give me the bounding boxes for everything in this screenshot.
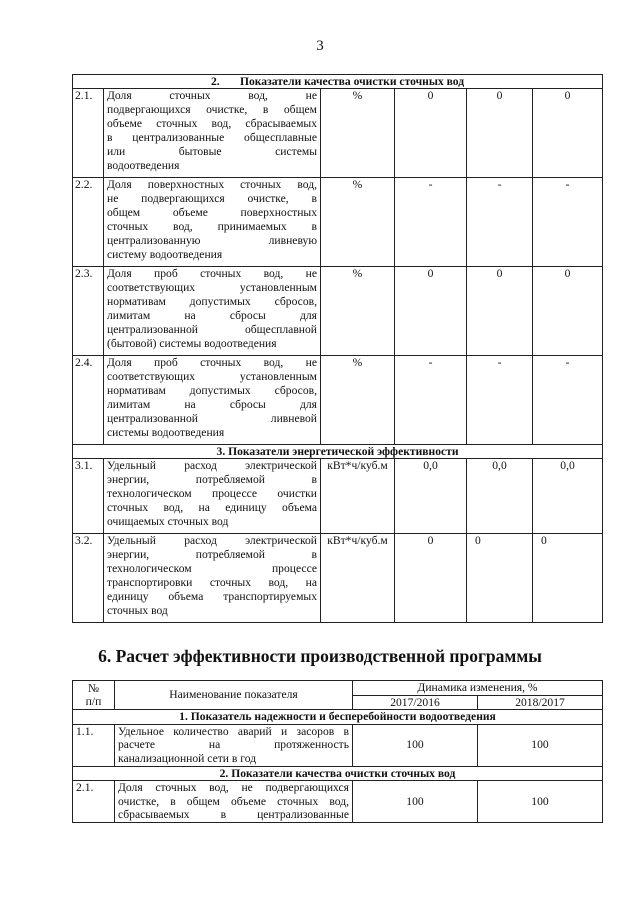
row-value: 0 — [533, 267, 603, 356]
desc-line: очищаемых сточных вод — [107, 515, 229, 529]
desc-line: не подвергающихся очистке, в — [107, 192, 317, 206]
row-value: 0 — [395, 267, 467, 356]
desc-line: системы водоотведения — [107, 426, 225, 440]
row-description — [115, 724, 353, 766]
row-value: 0 — [395, 534, 467, 623]
row-number: 2.2. — [73, 178, 104, 267]
header-num-line: № — [87, 681, 100, 695]
row-number: 2.1. — [73, 89, 104, 178]
table-row — [73, 459, 603, 534]
table-row — [73, 724, 603, 766]
desc-line: Доля поверхностных сточных вод, — [107, 178, 317, 191]
row-value: 0,0 — [395, 459, 467, 534]
desc-line: соответствующих установленным — [107, 281, 317, 295]
desc-line: сточных вод — [107, 604, 168, 618]
row-unit: % — [321, 267, 395, 356]
desc-line: нормативам допустимых сбросов, — [107, 295, 317, 309]
header-year-1: 2017/2016 — [353, 695, 478, 710]
row-number: 3.1. — [73, 459, 104, 534]
desc-line: сточных вод, на единицу объема — [107, 501, 317, 515]
desc-line: энергии, потребляемой в — [107, 548, 317, 562]
row-value: 100 — [353, 781, 478, 823]
efficiency-table — [72, 680, 603, 823]
desc-line: транспортировки сточных вод, на — [107, 576, 317, 590]
desc-line: централизованной общесплавной — [107, 323, 317, 337]
row-value: 0,0 — [467, 459, 533, 534]
header-num — [73, 681, 115, 710]
row-number: 2.4. — [73, 356, 104, 445]
desc-line: расчете на протяженность — [118, 738, 349, 752]
quality-indicators-table — [72, 74, 603, 623]
row-unit: % — [321, 178, 395, 267]
row-value: 0 — [533, 89, 603, 178]
row-number: 3.2. — [73, 534, 104, 623]
row-description — [115, 781, 353, 823]
row-unit: % — [321, 356, 395, 445]
row-value: - — [395, 356, 467, 445]
table-row — [73, 178, 603, 267]
desc-line: Доля сточных вод, не подвергающихся — [118, 781, 349, 795]
row-description — [104, 89, 321, 178]
section-2-title: 2. Показатели качества очистки сточных вод — [73, 75, 603, 89]
desc-line: систему водоотведения — [107, 248, 223, 262]
section-6-heading: 6. Расчет эффективности производственной программы — [98, 646, 542, 666]
row-value: 0 — [467, 267, 533, 356]
row-value: 0,0 — [533, 459, 603, 534]
section-3-title: 3. Показатели энергетической эффективности — [73, 445, 603, 459]
row-description — [104, 178, 321, 267]
table-row — [73, 89, 603, 178]
desc-line: водоотведения — [107, 159, 180, 173]
desc-line: Доля сточных вод, не — [107, 89, 317, 102]
header-year-2: 2018/2017 — [478, 695, 603, 710]
desc-line: объеме сточных вод, сбрасываемых — [107, 117, 317, 131]
desc-line: или бытовые системы — [107, 145, 317, 159]
desc-line: сточных вод, принимаемых в — [107, 220, 317, 234]
desc-line: Удельный расход электрической — [107, 534, 317, 547]
row-description — [104, 356, 321, 445]
desc-line: лимитам на сбросы для — [107, 309, 317, 323]
row-value: - — [467, 356, 533, 445]
desc-line: общем объеме поверхностных — [107, 206, 317, 220]
desc-line: энергии, потребляемой в — [107, 473, 317, 487]
desc-line: Удельное количество аварий и засоров в — [118, 724, 349, 738]
desc-line: канализационной сети в год — [118, 751, 257, 765]
row-number: 2.3. — [73, 267, 104, 356]
header-num-line: п/п — [85, 695, 102, 709]
section-1-title: 1. Показатель надежности и бесперебойности водоотведения — [73, 710, 603, 725]
desc-line: очистке, в общем объеме сточных вод, — [118, 794, 349, 808]
row-value: 0 — [395, 89, 467, 178]
table-row — [73, 267, 603, 356]
row-value: 0 — [533, 534, 603, 623]
row-unit: % — [321, 89, 395, 178]
desc-line: нормативам допустимых сбросов, — [107, 384, 317, 398]
desc-line: сбрасываемых в централизованные — [118, 808, 349, 822]
desc-line: технологическом процессе — [107, 562, 317, 576]
table-row — [73, 534, 603, 623]
row-description — [104, 267, 321, 356]
header-dynamics: Динамика изменения, % — [353, 681, 603, 696]
row-unit: кВт*ч/куб.м — [321, 459, 395, 534]
row-value: 0 — [467, 89, 533, 178]
row-description — [104, 534, 321, 623]
row-value: 100 — [478, 781, 603, 823]
desc-line: соответствующих установленным — [107, 370, 317, 384]
page-number: 3 — [316, 38, 324, 54]
desc-line: единицу объема транспортируемых — [107, 590, 317, 604]
desc-line: подвергающихся очистке, в общем — [107, 103, 317, 117]
desc-line: централизованную ливневую — [107, 234, 317, 248]
row-unit: кВт*ч/куб.м — [321, 534, 395, 623]
table-row — [73, 356, 603, 445]
desc-line: лимитам на сбросы для — [107, 398, 317, 412]
row-description — [104, 459, 321, 534]
row-value: - — [533, 178, 603, 267]
desc-line: централизованной ливневой — [107, 412, 317, 426]
row-value: - — [467, 178, 533, 267]
desc-line: технологическом процессе очистки — [107, 487, 317, 501]
desc-line: (бытовой) системы водоотведения — [107, 337, 277, 351]
section-2-title: 2. Показатели качества очистки сточных вод — [73, 766, 603, 781]
row-number: 1.1. — [73, 724, 115, 766]
desc-line: Доля проб сточных вод, не — [107, 267, 317, 280]
table-row — [73, 781, 603, 823]
header-name: Наименование показателя — [115, 681, 353, 710]
row-value: - — [395, 178, 467, 267]
desc-line: Удельный расход электрической — [107, 459, 317, 472]
row-value: 100 — [478, 724, 603, 766]
row-value: 100 — [353, 724, 478, 766]
row-value: 0 — [467, 534, 533, 623]
desc-line: в централизованные общесплавные — [107, 131, 317, 145]
row-value: - — [533, 356, 603, 445]
desc-line: Доля проб сточных вод, не — [107, 356, 317, 369]
row-number: 2.1. — [73, 781, 115, 823]
